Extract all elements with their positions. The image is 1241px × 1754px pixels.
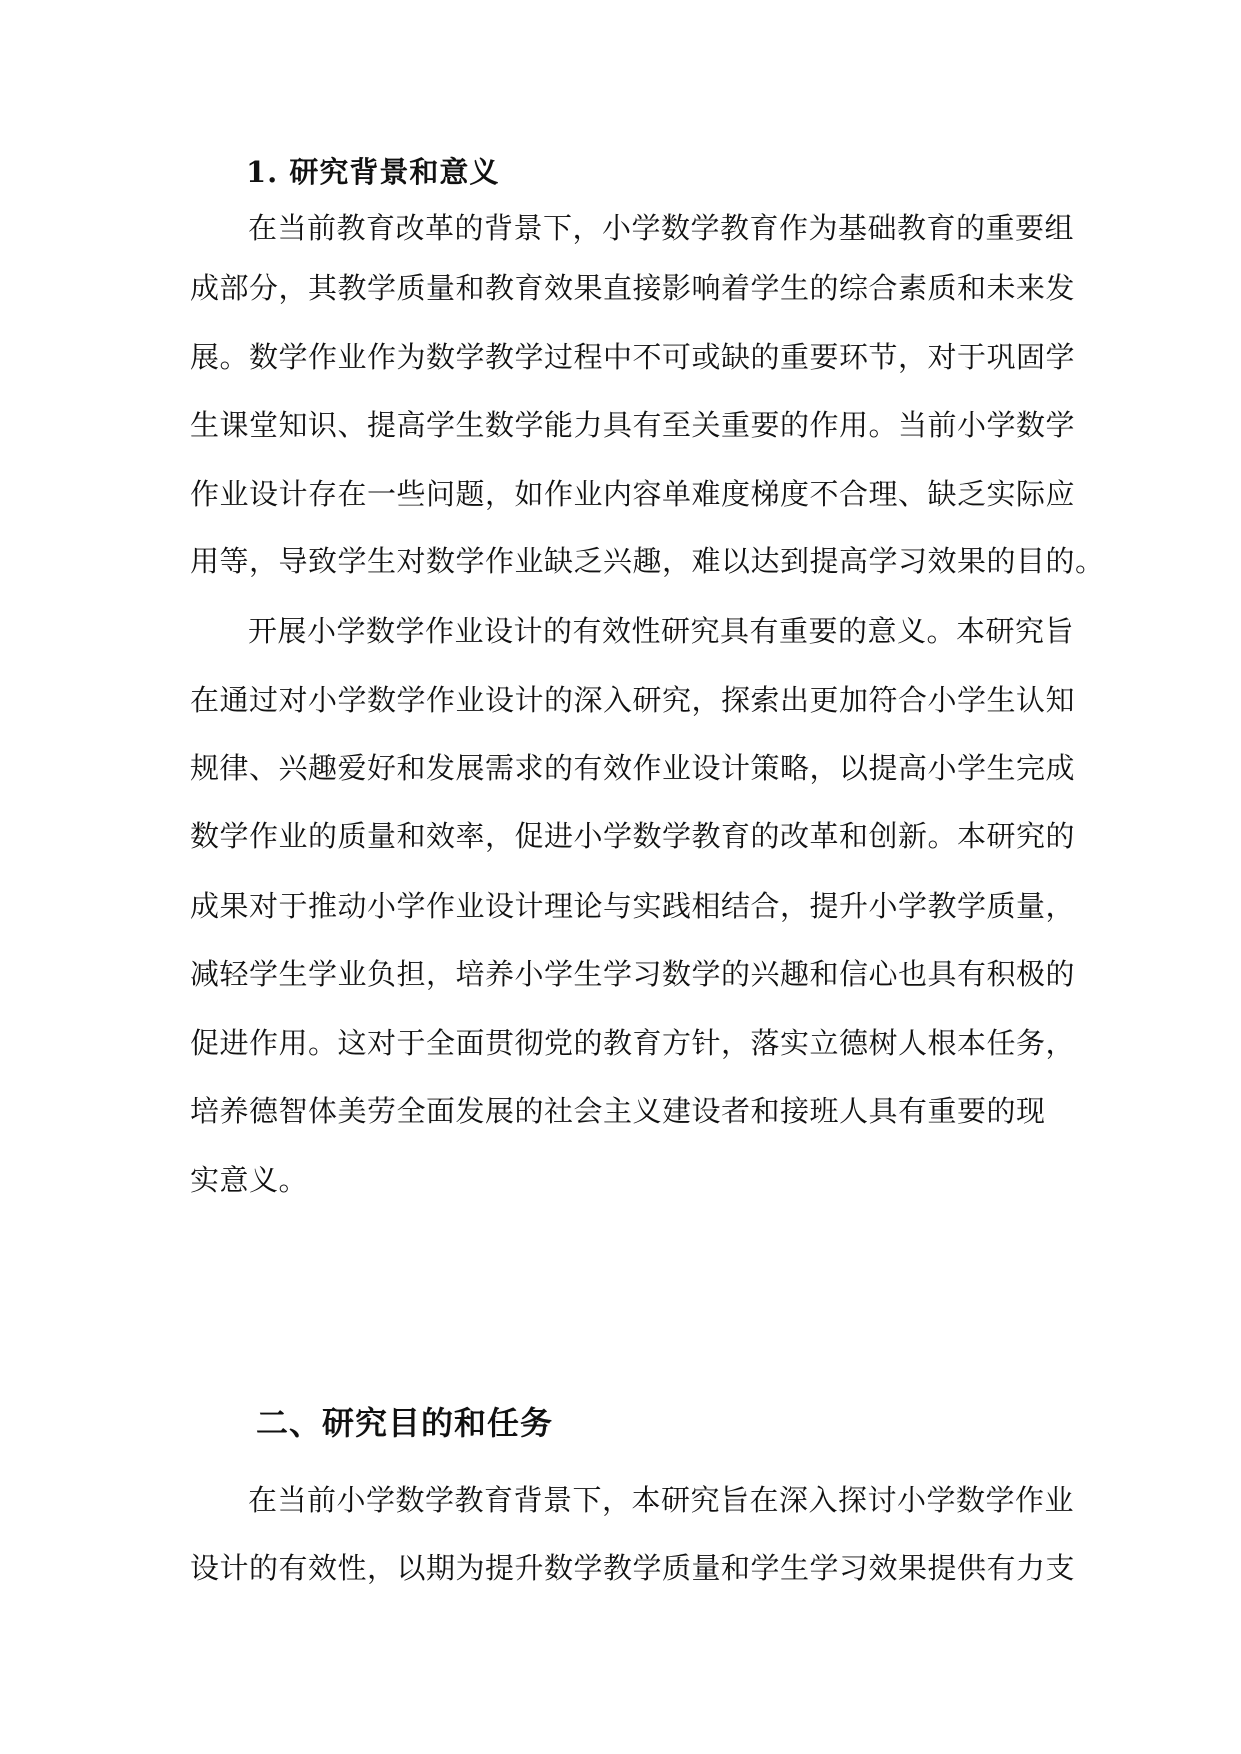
paragraph-line: 开展小学数学作业设计的有效性研究具有重要的意义。本研究旨	[248, 614, 1075, 648]
paragraph-line: 成部分，其教学质量和教育效果直接影响着学生的综合素质和未来发	[190, 271, 1076, 305]
paragraph-line: 用等，导致学生对数学作业缺乏兴趣，难以达到提高学习效果的目的。	[190, 544, 1105, 578]
paragraph-line: 设计的有效性，以期为提升数学教学质量和学生学习效果提供有力支	[190, 1551, 1076, 1585]
paragraph-line: 培养德智体美劳全面发展的社会主义建设者和接班人具有重要的现	[190, 1094, 1046, 1128]
paragraph-line: 生课堂知识、提高学生数学能力具有至关重要的作用。当前小学数学	[190, 408, 1076, 442]
paragraph-line: 作业设计存在一些问题，如作业内容单难度梯度不合理、缺乏实际应	[190, 477, 1076, 511]
paragraph-line: 在当前小学数学教育背景下，本研究旨在深入探讨小学数学作业	[248, 1483, 1075, 1517]
section-heading-background: 1. 研究背景和意义	[246, 155, 500, 189]
paragraph-line: 成果对于推动小学作业设计理论与实践相结合，提升小学教学质量，	[190, 889, 1076, 923]
paragraph-line: 规律、兴趣爱好和发展需求的有效作业设计策略，以提高小学生完成	[190, 751, 1076, 785]
section-heading-purpose: 二、研究目的和任务	[256, 1404, 554, 1442]
paragraph-line: 数学作业的质量和效率，促进小学数学教育的改革和创新。本研究的	[190, 819, 1076, 853]
paragraph-line: 在通过对小学数学作业设计的深入研究，探索出更加符合小学生认知	[190, 683, 1076, 717]
paragraph-line: 促进作用。这对于全面贯彻党的教育方针，落实立德树人根本任务，	[190, 1026, 1076, 1060]
paragraph-line: 减轻学生学业负担，培养小学生学习数学的兴趣和信心也具有积极的	[190, 957, 1076, 991]
paragraph-line: 实意义。	[190, 1163, 309, 1197]
paragraph-line: 展。数学作业作为数学教学过程中不可或缺的重要环节，对于巩固学	[190, 340, 1076, 374]
paragraph-line: 在当前教育改革的背景下，小学数学教育作为基础教育的重要组	[248, 211, 1075, 245]
